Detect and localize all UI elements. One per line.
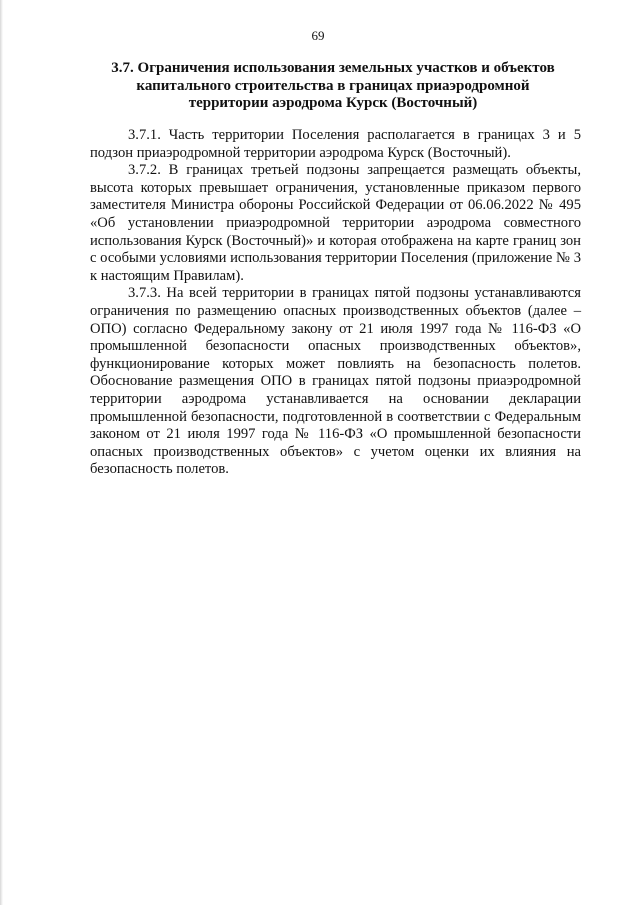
page-number: 69 (311, 28, 325, 43)
paragraph-3-7-1: 3.7.1. Часть территории Поселения располагается в границах 3 и 5 подзон приаэродромной территории аэродрома Курск (Восточный). (90, 127, 581, 161)
section-title: 3.7. Ограничения использования земельных участков и объектов капитального строительства в границах приаэродромной территории аэродрома Курск (Восточный) (111, 60, 555, 111)
paragraph-3-7-2: 3.7.2. В границах третьей подзоны запрещается размещать объекты, высота которых превышает ограничения, установленные приказом первого заместителя Министра обороны Российской Федерации от 06.06.2022 № 495 «Об установлении приаэродромной территории аэродрома совместного использования Курск (Восточный)» и которая отображена на карте границ зон с особыми условиями использования территории Поселения (приложение № 3 к настоящим Правилам). (90, 162, 581, 284)
scan-edge (0, 0, 3, 905)
paragraph-3-7-3: 3.7.3. На всей территории в границах пятой подзоны устанавливаются ограничения по размещению опасных производственных объектов (далее – ОПО) согласно Федеральному закону от 21 июля 1997 года № 116-ФЗ «О промышленной безопасности опасных производственных объектов», функционирование которых может повлиять на безопасность полетов. Обоснование размещения ОПО в границах пятой подзоны приаэродромной территории аэродрома устанавливается на основании декларации промышленной безопасности, подготовленной в соответствии с Федеральным законом от 21 июля 1997 года № 116-ФЗ «О промышленной безопасности опасных производственных объектов» с учетом оценки их влияния на безопасность полетов. (90, 285, 581, 478)
document-body (90, 127, 581, 479)
